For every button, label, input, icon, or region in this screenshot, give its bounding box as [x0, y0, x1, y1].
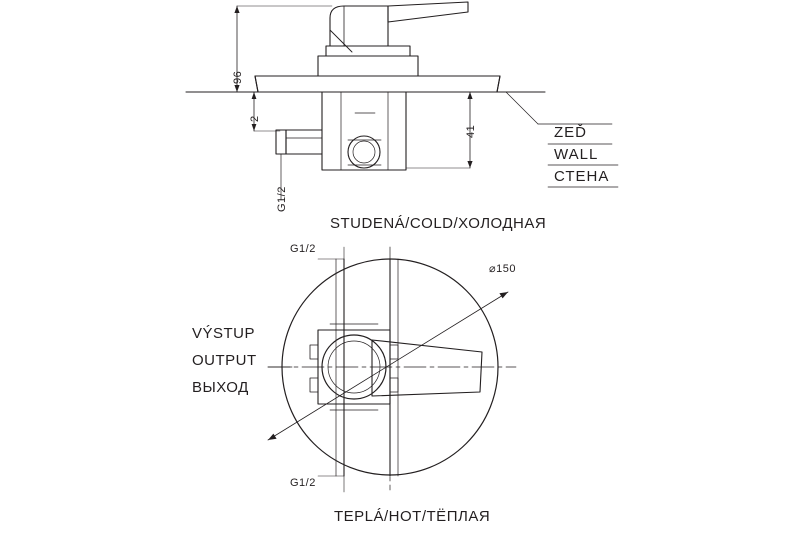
dim-2-arrow-bottom: [252, 124, 257, 131]
diameter-dim-line: [268, 292, 508, 440]
wall-label-cs: ZEĎ: [554, 124, 587, 141]
mixer-collar: [318, 56, 418, 76]
plate-edge-right: [497, 76, 500, 92]
head-joint-line: [330, 30, 352, 52]
thread-label-bottom-g12: G1/2: [290, 477, 316, 489]
wall-label-ru: СТЕНА: [554, 168, 610, 185]
lever-handle: [388, 2, 468, 22]
body-port-inner: [353, 141, 375, 163]
dim-41-arrow-top: [467, 92, 472, 99]
plate-edge-left: [255, 76, 258, 92]
outlet-thread-g12: [276, 130, 286, 154]
thread-label-top-g12: G1/2: [290, 243, 316, 255]
dim-label-2: 2: [249, 115, 261, 122]
outlet-stub: [286, 130, 322, 154]
diameter-arrow-end: [499, 292, 508, 298]
front-lever-handle: [372, 340, 482, 396]
valve-notch-left-top: [310, 345, 318, 359]
output-label-en: OUTPUT: [192, 352, 257, 369]
diameter-arrow-start: [268, 434, 277, 440]
dim-2-arrow-top: [252, 92, 257, 99]
output-label-ru: ВЫХОД: [192, 379, 249, 396]
valve-notch-left-bottom: [310, 378, 318, 392]
hot-inlet-label: TEPLÁ/HOT/ТЁПЛАЯ: [334, 508, 491, 525]
diameter-label: ⌀150: [489, 263, 516, 275]
escutcheon-plate: [255, 76, 500, 92]
cold-inlet-label: STUDENÁ/COLD/ХОЛОДНАЯ: [330, 215, 547, 232]
dim-96-arrow-bottom: [234, 85, 239, 92]
dim-label-96: 96: [232, 70, 244, 84]
mixer-head: [330, 6, 388, 46]
wall-label-en: WALL: [554, 146, 599, 163]
output-label-cs: VÝSTUP: [192, 325, 256, 342]
mixer-collar-upper: [326, 46, 410, 56]
dim-96-arrow-top: [234, 6, 239, 13]
dim-41-arrow-bottom: [467, 161, 472, 168]
wall-leader: [506, 92, 538, 124]
thread-label-side-g12: G1/2: [276, 186, 288, 212]
valve-notch-right-bottom: [390, 378, 398, 392]
dim-label-41: 41: [465, 124, 477, 138]
mixer-body-rear: [322, 92, 406, 170]
valve-notch-right-top: [390, 345, 398, 359]
